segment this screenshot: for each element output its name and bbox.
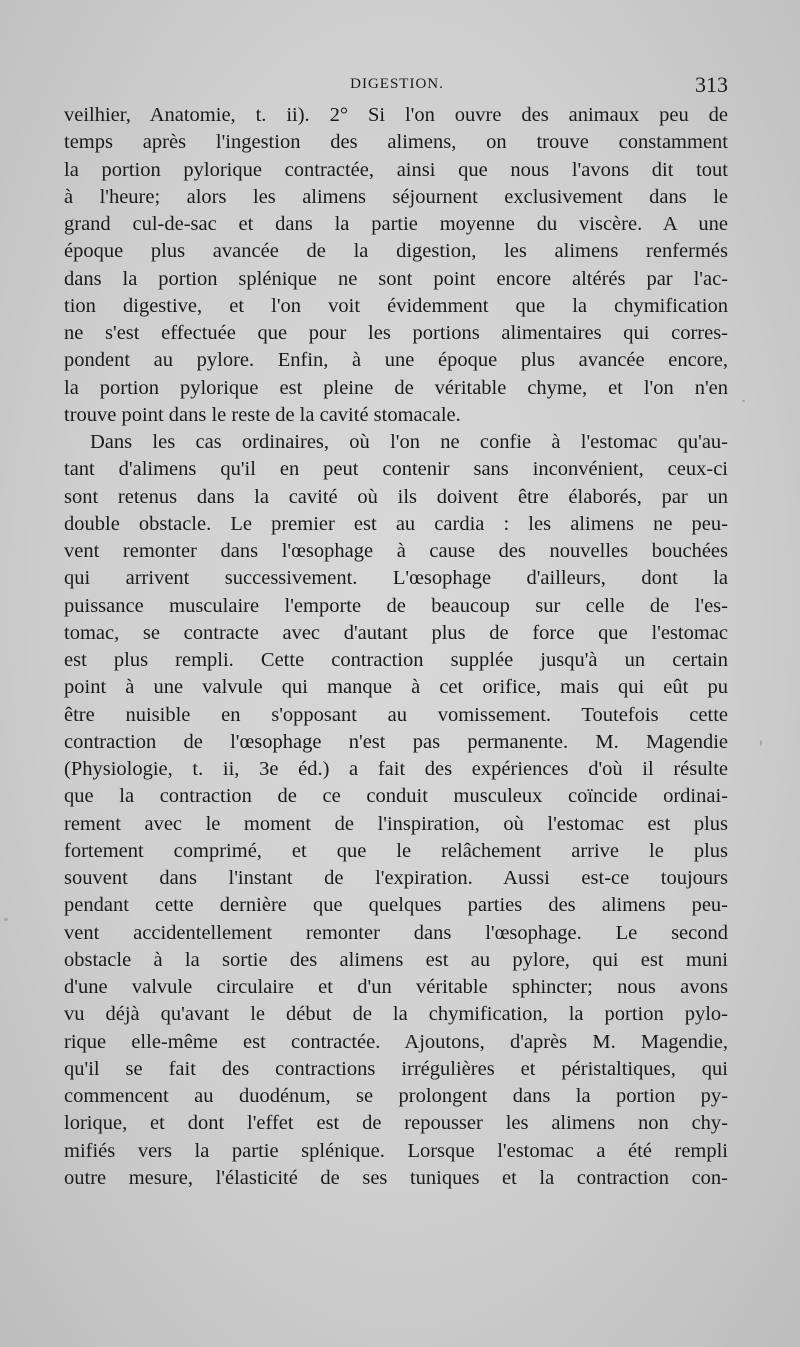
paper-speck	[760, 740, 762, 746]
text-line: mifiés vers la partie splénique. Lorsque l'estomac a été rempli	[64, 1139, 728, 1162]
text-line: vu déjà qu'avant le début de la chymification, la portion pylo-	[64, 1003, 728, 1026]
text-line: la portion pylorique est pleine de véritable chyme, et l'on n'en	[64, 376, 728, 399]
text-line: fortement comprimé, et que le relâchement arrive le plus	[64, 839, 728, 862]
paragraph-start-line: Dans les cas ordinaires, où l'on ne confie à l'estomac qu'au-	[90, 431, 728, 453]
text-line: commencent au duodénum, se prolongent dans la portion py-	[64, 1085, 728, 1107]
text-line: être nuisible en s'opposant au vomissement. Toutefois cette	[64, 703, 728, 726]
text-line: lorique, et dont l'effet est de repousser les alimens non chy-	[64, 1112, 728, 1135]
text-line: d'une valvule circulaire et d'un véritable sphincter; nous avons	[64, 976, 728, 998]
text-line: rement avec le moment de l'inspiration, où l'estomac est plus	[64, 812, 728, 835]
paragraph-end-line: trouve point dans le reste de la cavité stomacale.	[64, 403, 461, 426]
text-line: vent accidentellement remonter dans l'œsophage. Le second	[64, 921, 728, 944]
paper-speck	[4, 918, 8, 921]
text-line: (Physiologie, t. ii, 3e éd.) a fait des expériences d'où il résulte	[64, 758, 728, 780]
text-line: que la contraction de ce conduit musculeux coïncide ordinai-	[64, 785, 728, 808]
text-line: souvent dans l'instant de l'expiration. Aussi est-ce toujours	[64, 867, 728, 889]
text-line: époque plus avancée de la digestion, les alimens renfermés	[64, 240, 728, 263]
text-line: ne s'est effectuée que pour les portions alimentaires qui corres-	[64, 322, 728, 344]
text-line: la portion pylorique contractée, ainsi que nous l'avons dit tout	[64, 158, 728, 181]
text-line: point à une valvule qui manque à cet orifice, mais qui eût pu	[64, 676, 728, 699]
text-line: double obstacle. Le premier est au cardia : les alimens ne peu-	[64, 512, 728, 535]
text-line: à l'heure; alors les alimens séjournent exclusivement dans le	[64, 185, 728, 208]
text-line: pondent au pylore. Enfin, à une époque plus avancée encore,	[64, 349, 728, 372]
text-line: sont retenus dans la cavité où ils doivent être élaborés, par un	[64, 485, 728, 508]
text-line: outre mesure, l'élasticité de ses tuniques et la contraction con-	[64, 1166, 728, 1189]
text-line: contraction de l'œsophage n'est pas permanente. M. Magendie	[64, 730, 728, 753]
text-line: rique elle-même est contractée. Ajoutons, d'après M. Magendie,	[64, 1030, 728, 1053]
text-line: tant d'alimens qu'il en peut contenir sans inconvénient, ceux-ci	[64, 458, 728, 481]
text-line: grand cul-de-sac et dans la partie moyenne du viscère. A une	[64, 213, 728, 235]
body-text	[64, 102, 728, 1192]
text-line: veilhier, Anatomie, t. ii). 2° Si l'on ouvre des animaux peu de	[64, 104, 728, 126]
text-line: temps après l'ingestion des alimens, on trouve constamment	[64, 131, 728, 154]
text-line: obstacle à la sortie des alimens est au pylore, qui est muni	[64, 948, 728, 971]
text-line: pendant cette dernière que quelques parties des alimens peu-	[64, 894, 728, 917]
paper-speck	[742, 400, 745, 402]
text-line: qu'il se fait des contractions irrégulières et péristaltiques, qui	[64, 1057, 728, 1080]
text-line: vent remonter dans l'œsophage à cause des nouvelles bouchées	[64, 540, 728, 562]
text-line: qui arrivent successivement. L'œsophage d'ailleurs, dont la	[64, 567, 728, 590]
page-number: 313	[695, 72, 728, 97]
running-title: DIGESTION.	[350, 76, 444, 92]
text-line: dans la portion splénique ne sont point encore altérés par l'ac-	[64, 267, 728, 290]
page-header	[62, 72, 732, 102]
text-line: puissance musculaire l'emporte de beaucoup sur celle de l'es-	[64, 594, 728, 617]
text-line: est plus rempli. Cette contraction supplée jusqu'à un certain	[64, 649, 728, 671]
text-line: tion digestive, et l'on voit évidemment que la chymification	[64, 294, 728, 317]
text-line: tomac, se contracte avec d'autant plus de force que l'estomac	[64, 621, 728, 644]
